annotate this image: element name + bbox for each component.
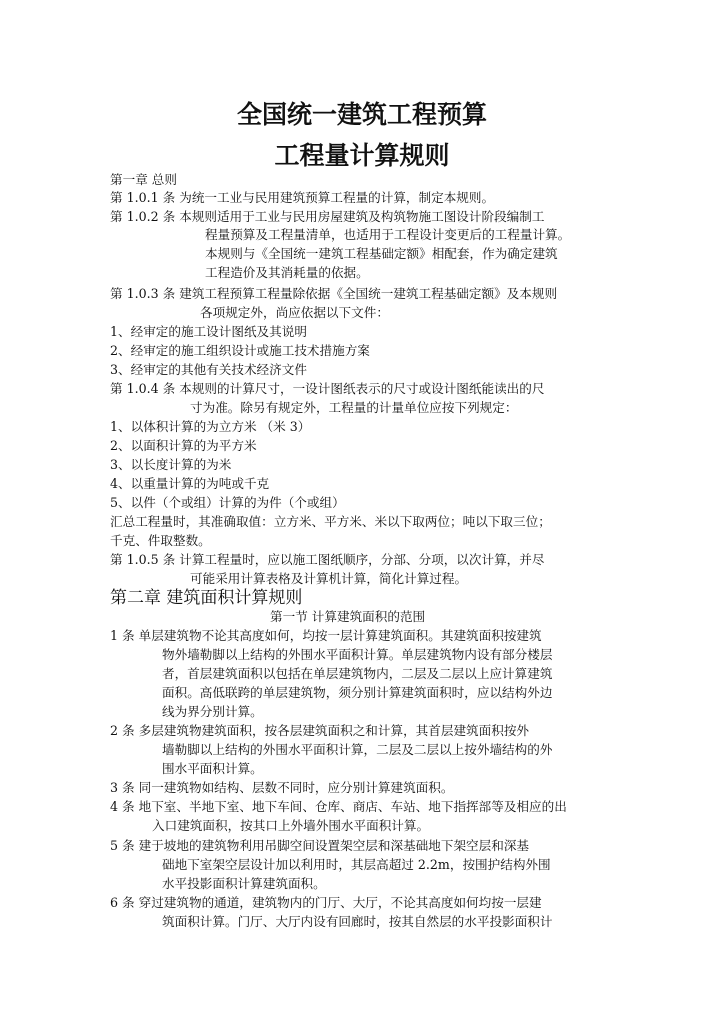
list-item: 3、以长度计算的为米 bbox=[110, 457, 232, 472]
chapter-1-heading: 第一章 总则 bbox=[110, 172, 177, 187]
text-line: 第 1.0.5 条 计算工程量时，应以施工图纸顺序，分部、分项，以次计算，并尽 bbox=[110, 552, 545, 567]
list-item: 2、经审定的施工组织设计或施工技术措施方案 bbox=[110, 343, 370, 358]
text-line: 工程造价及其消耗量的依据。 bbox=[205, 265, 369, 280]
text-line: 4 条 地下室、半地下室、地下车间、仓库、商店、车站、地下指挥部等及相应的出 bbox=[110, 799, 567, 814]
text-line: 2 条 多层建筑物建筑面积，按各层建筑面积之和计算，其首层建筑面积按外 bbox=[110, 723, 530, 738]
text-line: 墙勒脚以上结构的外围水平面积计算，二层及二层以上按外墙结构的外 bbox=[162, 742, 553, 757]
text-line: 第 1.0.4 条 本规则的计算尺寸，一设计图纸表示的尺寸或设计图纸能读出的尺 bbox=[110, 381, 545, 396]
text-line: 围水平面积计算。 bbox=[162, 761, 263, 776]
document-subtitle: 工程量计算规则 bbox=[274, 141, 450, 170]
text-line: 可能采用计算表格及计算机计算，简化计算过程。 bbox=[190, 571, 468, 586]
document-title: 全国统一建筑工程预算 bbox=[236, 100, 487, 129]
text-line: 寸为准。除另有规定外，工程量的计量单位应按下列规定： bbox=[190, 400, 518, 415]
text-line: 线为界分别计算。 bbox=[162, 704, 263, 719]
chapter-2-heading: 第二章 建筑面积计算规则 bbox=[110, 588, 303, 608]
text-line: 汇总工程量时，其准确取值：立方米、平方米、米以下取两位；吨以下取三位； bbox=[110, 514, 551, 529]
text-line: 础地下室架空层设计加以利用时，其层高超过 2.2m，按围护结构外围 bbox=[162, 857, 551, 872]
list-item: 1、经审定的施工设计图纸及其说明 bbox=[110, 324, 307, 339]
list-item: 4、以重量计算的为吨或千克 bbox=[110, 476, 270, 491]
list-item: 5、以件（个或组）计算的为件（个或组） bbox=[110, 495, 345, 510]
text-line: 5 条 建于坡地的建筑物利用吊脚空间设置架空层和深基础地下架空层和深基 bbox=[110, 838, 530, 853]
text-line: 程量预算及工程量清单，也适用于工程设计变更后的工程量计算。 bbox=[205, 227, 571, 242]
list-item: 3、经审定的其他有关技术经济文件 bbox=[110, 362, 307, 377]
text-line: 水平投影面积计算建筑面积。 bbox=[162, 876, 326, 891]
text-line: 本规则与《全国统一建筑工程基础定额》相配套，作为确定建筑 bbox=[205, 246, 558, 261]
text-line: 物外墙勒脚以上结构的外围水平面积计算。单层建筑物内设有部分楼层 bbox=[162, 647, 553, 662]
text-line: 面积。高低联跨的单层建筑物，须分别计算建筑面积时，应以结构外边 bbox=[162, 685, 553, 700]
text-line: 第 1.0.1 条 为统一工业与民用建筑预算工程量的计算，制定本规则。 bbox=[110, 190, 495, 205]
list-item: 1、以体积计算的为立方米 （米 3） bbox=[110, 419, 311, 434]
section-heading: 第一节 计算建筑面积的范围 bbox=[270, 609, 426, 624]
text-line: 3 条 同一建筑物如结构、层数不同时，应分别计算建筑面积。 bbox=[110, 780, 454, 795]
text-line: 筑面积计算。门厅、大厅内设有回廊时，按其自然层的水平投影面积计 bbox=[162, 914, 553, 929]
text-line: 者，首层建筑面积以包括在单层建筑物内，二层及二层以上应计算建筑 bbox=[162, 666, 553, 681]
list-item: 2、以面积计算的为平方米 bbox=[110, 438, 257, 453]
text-line: 1 条 单层建筑物不论其高度如何，均按一层计算建筑面积。其建筑面积按建筑 bbox=[110, 628, 542, 643]
text-line: 6 条 穿过建筑物的通道，建筑物内的门厅、大厅，不论其高度如何均按一层建 bbox=[110, 895, 542, 910]
text-line: 第 1.0.2 条 本规则适用于工业与民用房屋建筑及构筑物施工图设计阶段编制工 bbox=[110, 209, 545, 224]
text-line: 第 1.0.3 条 建筑工程预算工程量除依据《全国统一建筑工程基础定额》及本规则 bbox=[110, 286, 558, 301]
text-line: 各项规定外，尚应依据以下文件： bbox=[200, 305, 389, 320]
text-line: 千克、件取整数。 bbox=[110, 533, 211, 548]
text-line: 入口建筑面积，按其口上外墙外围水平面积计算。 bbox=[152, 818, 430, 833]
